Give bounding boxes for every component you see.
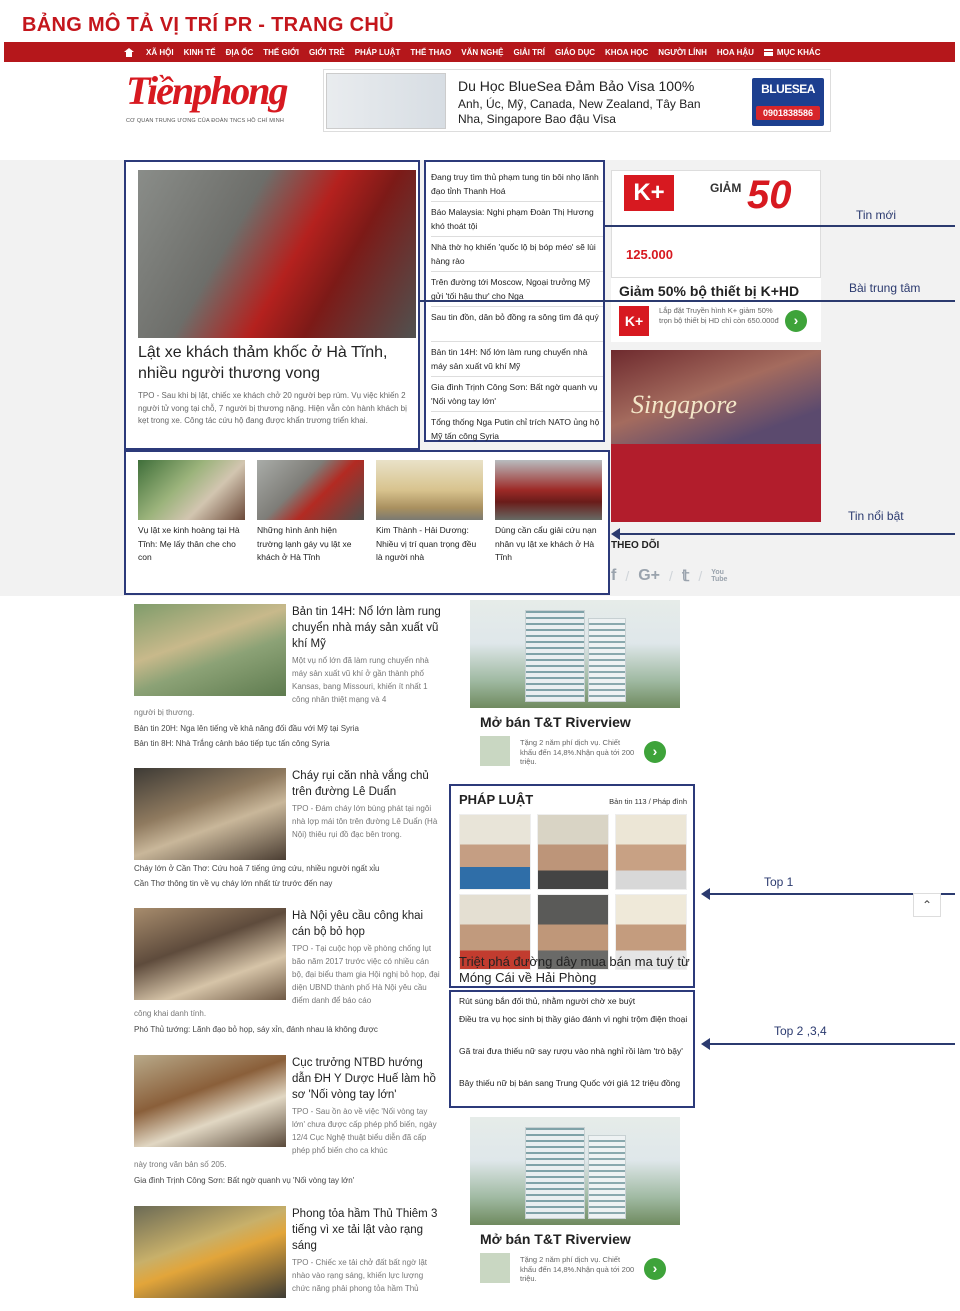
nav-item-phap-luat[interactable]: PHÁP LUẬT (354, 47, 401, 57)
featured-item[interactable] (495, 460, 602, 565)
nav-item-giao-duc[interactable]: GIÁO DỤC (555, 47, 596, 57)
related-link[interactable]: Cần Thơ thông tin về vụ cháy lớn nhất từ trước đến nay (134, 879, 333, 888)
article-title[interactable]: Bản tin 14H: Nổ lớn làm rung chuyển nhà máy sản xuất vũ khí Mỹ (292, 606, 441, 650)
featured-title[interactable]: Kim Thành - Hải Dương: Nhiều vị trí quan trọng đều là người nhà (376, 525, 477, 562)
featured-news-row (124, 450, 610, 595)
article-item[interactable] (134, 768, 444, 896)
chevron-right-icon[interactable]: › (644, 1258, 666, 1280)
separator: / (698, 568, 703, 584)
article-summary: Một vụ nổ lớn đã làm rung chuyển nhà máy sản xuất vũ khí ở gần thành phố Kansas, bang Missouri, khiến ít nhất 1 công nhân thiệt mạng và 4 (292, 656, 429, 704)
social-links (611, 566, 728, 586)
riverview-ad[interactable] (470, 600, 680, 772)
annotation-arrow (709, 1043, 955, 1045)
featured-title[interactable]: Dùng cần cẩu giải cứu nạn nhân vụ lật xe khách ở Hà Tĩnh (495, 525, 597, 562)
article-title[interactable]: Cháy rụi căn nhà vắng chủ trên đường Lê Duẩn (292, 770, 429, 798)
hero-summary: TPO - Sau khi bị lật, chiếc xe khách chở 20 người bẹp rúm. Vụ việc khiến 2 người tử vong tại chỗ, 7 người bị thương nặng. Hiện vẫn còn hành khách bị kẹt trong xe. Công tác cứu hộ đang được khẩn trương triển khai. (138, 391, 407, 425)
nav-item-khoa-hoc[interactable]: KHOA HỌC (605, 47, 649, 57)
phap-luat-top1[interactable] (449, 784, 695, 988)
annotation-bai-trung-tam: Bài trung tâm (849, 281, 921, 295)
building-shape (588, 1135, 626, 1219)
nav-item-nguoi-linh[interactable]: NGƯỜI LÍNH (658, 47, 707, 57)
singapore-ad[interactable] (611, 350, 821, 530)
featured-item[interactable] (257, 460, 364, 565)
riverview-image (470, 600, 680, 708)
article-image (134, 768, 286, 860)
annotation-line (605, 225, 955, 227)
top-item[interactable]: Gã trai đưa thiếu nữ say rượu vào nhà nghỉ rồi làm 'trò bậy' (459, 1046, 683, 1056)
divider (431, 306, 603, 307)
singapore-ad-word: Singapore (631, 390, 737, 419)
article-summary: TPO - Chiếc xe tải chở đất bất ngờ lật nhào vào rạng sáng, khiến lực lượng chức năng phải phong tỏa hầm Thủ (292, 1258, 427, 1293)
article-summary: TPO - Sau ồn ào về việc 'Nối vòng tay lớn' chưa được cấp phép phổ biến, ngày 12/4 Cục Nghệ thuật biểu diễn đã cấp phép phổ biến cho ca khúc (292, 1107, 437, 1155)
featured-image (376, 460, 483, 520)
ad-description: Anh, Úc, Mỹ, Canada, New Zealand, Tây Ban Nha, Singapore Bao đậu Visa (458, 97, 701, 126)
kplus-headline: Giảm 50% bộ thiết bị K+HD (619, 283, 800, 299)
related-link[interactable]: Gia đình Trịnh Công Sơn: Bất ngờ quanh vụ 'Nối vòng tay lớn' (134, 1176, 355, 1185)
latest-item[interactable]: Báo Malaysia: Nghi phạm Đoàn Thị Hương khó thoát tội (431, 207, 594, 231)
divider (431, 341, 603, 342)
annotation-tin-moi: Tin mới (856, 208, 897, 222)
nav-item-gioi-tre[interactable]: GIỚI TRẺ (308, 47, 345, 57)
home-icon[interactable] (124, 48, 134, 57)
document-title: BẢNG MÔ TẢ VỊ TRÍ PR - TRANG CHỦ (22, 14, 394, 36)
article-summary: TPO - Đám cháy lớn bùng phát tại ngôi nhà lợp mái tôn trên đường Lê Duẩn (Hà Nội) thiêu rụi đồ đạc bên trong. (292, 804, 438, 839)
article-summary-cont: người bị thương. (134, 708, 195, 717)
featured-image (495, 460, 602, 520)
nav-item-kinh-te[interactable]: KINH TẾ (183, 47, 216, 57)
divider (431, 376, 603, 377)
separator: / (669, 568, 673, 584)
building-shape (588, 618, 626, 702)
latest-item[interactable]: Đang truy tìm thủ phạm tung tin bôi nhọ lãnh đạo tỉnh Thanh Hoá (431, 172, 599, 196)
article-summary: TPO - Tại cuộc họp về phòng chống lụt bão năm 2017 trước việc có nhiều cán bộ, đại biểu tham gia Hội nghị bỏ họp, đại diện UBND thành phố Hà Nội yêu cầu điểm danh để báo cáo (292, 944, 440, 1005)
building-shape (525, 1127, 585, 1219)
scroll-to-top-button[interactable] (913, 893, 941, 917)
riverview-thumb (480, 736, 510, 766)
kplus-ad-banner (611, 170, 821, 278)
section-subnav[interactable]: Bản tin 113 / Pháp đình (609, 797, 687, 806)
annotation-line (420, 300, 955, 302)
singapore-ad-footer (611, 444, 821, 522)
top-banner-ad[interactable] (323, 69, 831, 132)
divider (431, 411, 603, 412)
chevron-right-icon[interactable]: › (644, 741, 666, 763)
featured-item[interactable] (138, 460, 245, 565)
kplus-price: 125.000 (626, 247, 673, 262)
chevron-right-icon[interactable]: › (785, 310, 807, 332)
kplus-ad[interactable] (611, 170, 821, 342)
google-plus-icon[interactable]: G+ (638, 567, 661, 584)
riverview-headline: Mở bán T&T Riverview (480, 714, 631, 730)
article-item[interactable] (134, 1055, 444, 1195)
divider (431, 236, 603, 237)
building-shape (525, 610, 585, 702)
nav-item-giai-tri[interactable]: GIẢI TRÍ (513, 47, 546, 57)
logo-tagline: CƠ QUAN TRUNG ƯƠNG CỦA ĐOÀN TNCS HỒ CHÍ MINH (126, 118, 285, 124)
nav-item-dia-oc[interactable]: ĐỊA ỐC (225, 47, 254, 57)
related-link[interactable]: Phó Thủ tướng: Lãnh đạo bỏ họp, sáy xỉn, đánh nhau là không được (134, 1025, 378, 1034)
featured-image (138, 460, 245, 520)
section-title[interactable]: PHÁP LUẬT (459, 792, 534, 807)
nav-item-hoa-hau[interactable]: HOA HẬU (716, 47, 754, 57)
ad-thumbnail (326, 73, 446, 129)
twitter-icon[interactable]: 𝕥 (681, 568, 690, 585)
nav-item-muc-khac[interactable]: MỤC KHÁC (776, 47, 821, 57)
related-link[interactable]: Cháy lớn ở Cần Thơ: Cứu hoả 7 tiếng ứng cứu, nhiều người ngất xỉu (134, 864, 380, 873)
related-link[interactable]: Bản tin 20H: Nga lên tiếng về khả năng đối đầu với Mỹ tại Syria (134, 724, 359, 733)
latest-item[interactable]: Gia đình Trịnh Công Sơn: Bất ngờ quanh vụ 'Nối vòng tay lớn' (431, 382, 598, 406)
related-link[interactable]: Bản tin 8H: Nhà Trắng cảnh báo tiếp tục tấn công Syria (134, 739, 330, 748)
ad-brand-phone: 0901838586 (756, 106, 820, 120)
kplus-percent: 50 (747, 173, 792, 217)
featured-title[interactable]: Vụ lật xe kinh hoàng tại Hà Tĩnh: Mẹ lấy thân che cho con (138, 525, 240, 562)
site-logo[interactable] (126, 70, 298, 132)
chevron-up-icon: ⌃ (921, 898, 933, 912)
phap-luat-headline[interactable]: Triệt phá đường dây mua bán ma tuý từ Móng Cái về Hải Phòng (459, 954, 690, 985)
nav-item-the-thao[interactable]: THỂ THAO (410, 47, 452, 57)
annotation-arrow (619, 533, 955, 535)
separator: / (625, 568, 630, 584)
article-image (134, 908, 286, 1000)
riverview-ad[interactable] (470, 1117, 680, 1295)
mugshot-image (537, 814, 609, 890)
article-summary-cont: này trong văn bản số 205. (134, 1160, 227, 1169)
kplus-small-logo: K+ (619, 306, 649, 336)
nav-item-van-nghe[interactable]: VĂN NGHỆ (461, 47, 504, 57)
main-navigation (4, 42, 955, 62)
riverview-thumb (480, 1253, 510, 1283)
phap-luat-top234 (449, 990, 695, 1108)
nav-item-the-gioi[interactable]: THẾ GIỚI (263, 47, 299, 57)
top-item[interactable]: Bây thiếu nữ bị bán sang Trung Quốc với giá 12 triệu đồng (459, 1078, 681, 1088)
follow-label: THEO DÕI (611, 540, 660, 551)
nav-item-xa-hoi[interactable]: XÃ HỘI (146, 47, 174, 57)
top-item[interactable]: Rút súng bắn đối thủ, nhằm người chờ xe buýt (459, 996, 636, 1006)
article-item[interactable] (134, 1206, 444, 1306)
kplus-description: Lắp đặt Truyền hình K+ giảm 50% trọn bộ thiết bị HD chỉ còn 650.000đ (659, 306, 779, 325)
featured-title[interactable]: Những hình ảnh hiện trường lạnh gáy vụ lật xe khách ở Hà Tĩnh (257, 525, 352, 562)
article-image (134, 1055, 286, 1147)
latest-item[interactable]: Tổng thống Nga Putin chỉ trích NATO ủng hộ Mỹ tấn công Syria (431, 417, 600, 441)
ad-title: Du Học BlueSea Đảm Bảo Visa 100% (458, 78, 695, 94)
latest-item[interactable]: Bản tin 14H: Nổ lớn làm rung chuyển nhà máy sản xuất vũ khí Mỹ (431, 347, 588, 371)
article-title[interactable]: Phong tỏa hầm Thủ Thiêm 3 tiếng vì xe tải lật vào rạng sáng (292, 1208, 438, 1252)
kplus-giam: GIẢM (710, 181, 742, 195)
riverview-headline: Mở bán T&T Riverview (480, 1231, 631, 1247)
divider (431, 271, 603, 272)
latest-item[interactable]: Nhà thờ họ khiến 'quốc lộ bị bóp méo' sẽ lùi hàng rào (431, 242, 596, 266)
kplus-logo: K+ (624, 175, 674, 211)
hero-headline[interactable]: Lật xe khách thảm khốc ở Hà Tĩnh, nhiều người thương vong (138, 344, 388, 382)
annotation-top1: Top 1 (764, 875, 794, 889)
riverview-description: Tặng 2 năm phí dịch vụ. Chiết khấu đến 14,8%.Nhận quà tới 200 triệu. (520, 1255, 635, 1283)
ad-brand-name: BLUESEA (761, 82, 815, 96)
featured-image (257, 460, 364, 520)
annotation-tin-noi-bat: Tin nổi bật (848, 509, 904, 523)
article-item[interactable] (134, 908, 444, 1040)
top-item[interactable]: Điều tra vụ học sinh bị thầy giáo đánh vì nghi trộm điện thoại (459, 1014, 688, 1024)
menu-icon[interactable] (764, 49, 773, 56)
youtube-icon[interactable]: You Tube (711, 569, 728, 583)
article-title[interactable]: Cục trưởng NTBD hướng dẫn ĐH Y Dược Huế làm hồ sơ 'Nối vòng tay lớn' (292, 1057, 436, 1101)
article-image (134, 1206, 286, 1298)
hero-image (138, 170, 416, 338)
latest-item[interactable]: Trên đường tới Moscow, Ngoại trưởng Mỹ gửi 'tối hậu thư' cho Nga (431, 277, 591, 301)
logo-wordmark: Tiềnphong (126, 68, 287, 113)
featured-item[interactable] (376, 460, 483, 565)
article-item[interactable] (134, 604, 444, 754)
mugshot-image (615, 814, 687, 890)
mugshot-image (459, 814, 531, 890)
riverview-image (470, 1117, 680, 1225)
article-summary-cont: công khai danh tính. (134, 1009, 207, 1018)
latest-item[interactable]: Sau tin đồn, dân bỏ đồng ra sông tìm đá quý (431, 312, 599, 322)
riverview-description: Tặng 2 năm phí dịch vụ. Chiết khấu đến 14,8%.Nhận quà tới 200 triệu. (520, 738, 635, 766)
ad-brand-logo (752, 78, 824, 126)
article-image (134, 604, 286, 696)
divider (431, 201, 603, 202)
article-title[interactable]: Hà Nội yêu cầu công khai cán bộ bỏ họp (292, 910, 424, 938)
annotation-top234: Top 2 ,3,4 (774, 1024, 827, 1038)
hero-article[interactable] (124, 160, 420, 450)
facebook-icon[interactable]: f (611, 567, 617, 584)
